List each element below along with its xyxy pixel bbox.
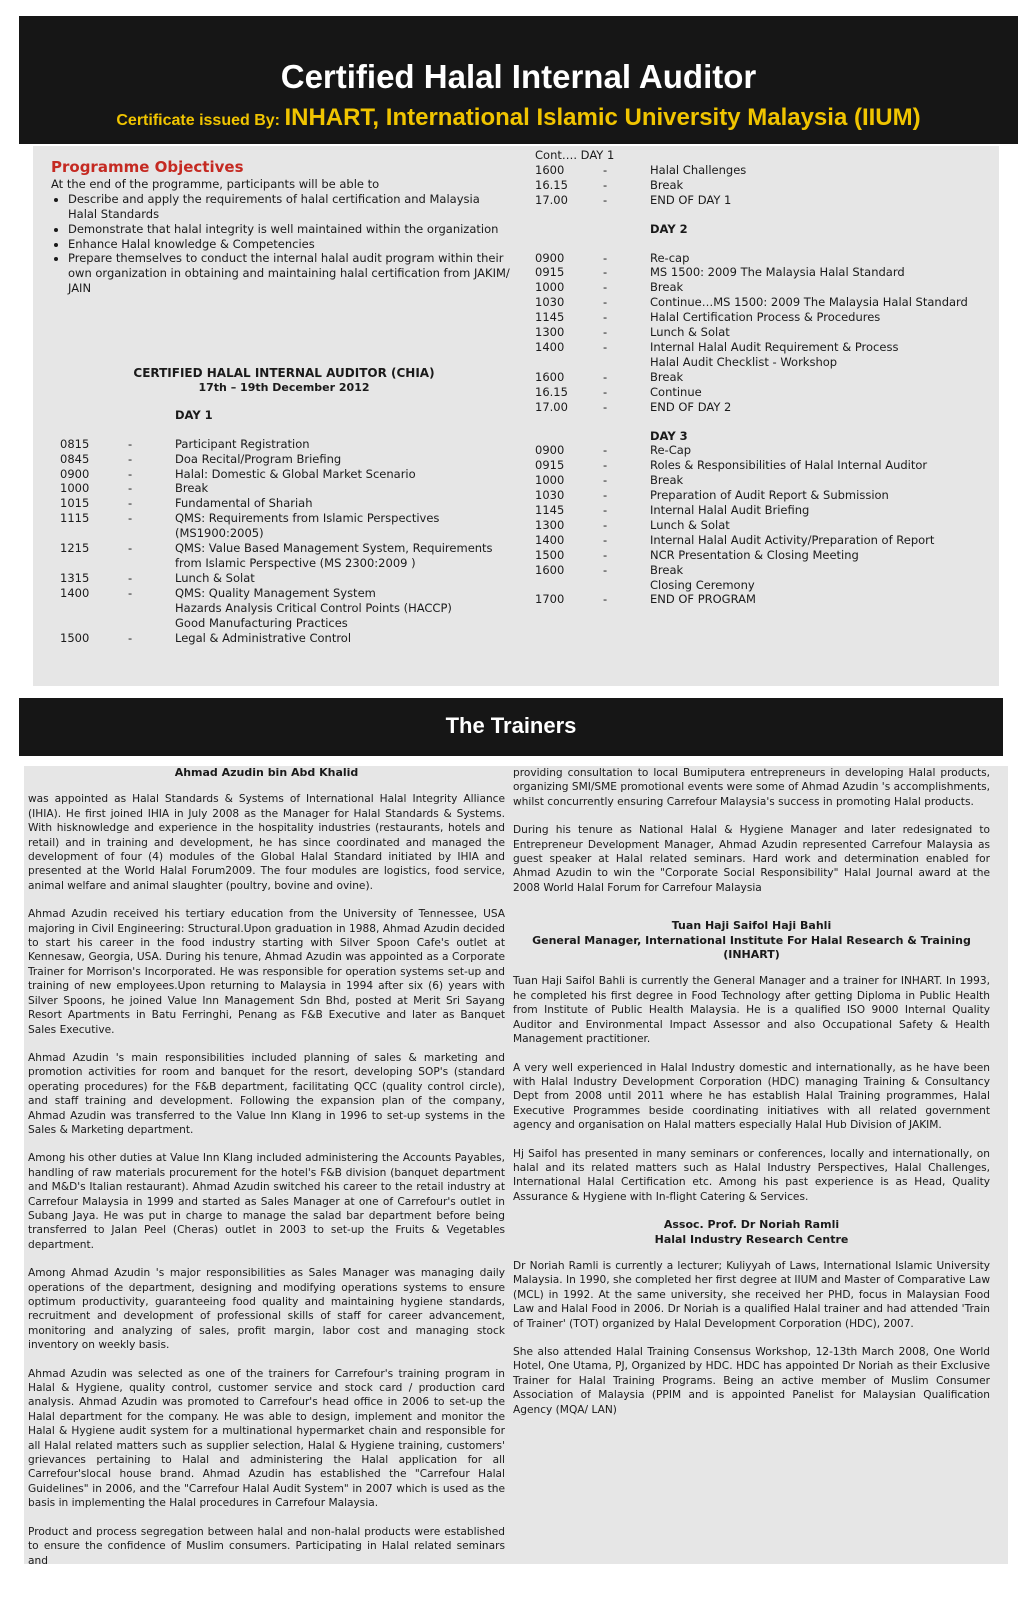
schedule-row: [535, 488, 975, 503]
schedule-row: [60, 496, 508, 511]
schedule-time: 1015: [60, 496, 90, 511]
schedule-dash: [603, 355, 650, 370]
objective-item: • Demonstrate that halal integrity is well maintained within the organization: [68, 222, 511, 237]
schedule-time: 16.15: [535, 177, 568, 192]
schedule-activity: Continue…MS 1500: 2009 The Malaysia Halal Standard: [650, 295, 968, 310]
schedule-activity: Hazards Analysis Critical Control Points (HACCP): [175, 600, 452, 615]
schedule-dash: -: [128, 570, 133, 585]
schedule-dash: -: [603, 443, 608, 458]
schedule-activity: Internal Halal Audit Briefing: [650, 503, 810, 518]
schedule-dash: -: [603, 547, 608, 562]
schedule-dash: [128, 616, 175, 631]
day1-cont-label: Cont…. DAY 1: [535, 148, 615, 162]
trainer2-role: General Manager, International Institute For Halal Research & Training (INHART): [532, 933, 971, 962]
trainer1-paragraph: Ahmad Azudin 's main responsibilities included planning of sales & marketing and promotion activities for room and banquet for the resort, developing SOP's (standard operating procedures) for the F&B department, facilitating QCC (quality control circle), and staff training and development. Following the expansion plan of the company, Ahmad Azudin was transferred to the Value Inn Klang in 1996 to set-up systems in the Sales & Marketing department.: [28, 1051, 505, 1136]
schedule-time: 0915: [535, 458, 565, 473]
schedule-row: [535, 163, 975, 178]
schedule-row: [60, 511, 508, 541]
schedule-dash: -: [128, 496, 133, 511]
trainer3-paragraph: Dr Noriah Ramli is currently a lecturer; Kuliyyah of Laws, International Islamic University Malaysia. In 1990, she completed her first degree at IIUM and Master of Comparative Law (MCL) in 1992. At the same university, she received her PHD, focus in Malaysian Food Law and Halal Food in 2006. Dr Noriah is a qualified Halal trainer and had attended 'Train of Trainer' (TOT) organized by Halal Development Corporation (HDC), 2007.: [513, 1259, 990, 1330]
schedule-row: [535, 325, 975, 340]
schedule-dash: [128, 601, 175, 616]
schedule-time: [535, 578, 603, 593]
trainer2-paragraph: Hj Saifol has presented in many seminars or conferences, locally and internationally, on halal and its related matters such as Halal Industry Perspectives, Halal Challenges, International Halal Certification etc. Among his past experience is as Head, Quality Assurance & Hygiene with In-flight Catering & Services.: [513, 1147, 990, 1203]
schedule-time: [60, 616, 128, 631]
schedule-row: [535, 458, 975, 473]
schedule-row: [535, 340, 975, 355]
schedule-activity: QMS: Quality Management System: [175, 585, 376, 600]
schedule-time: 1315: [60, 570, 90, 585]
schedule-dash: -: [603, 458, 608, 473]
schedule-dash: -: [128, 466, 133, 481]
schedule-activity: Halal: Domestic & Global Market Scenario: [175, 466, 416, 481]
day2-schedule: [535, 251, 975, 415]
schedule-time: [535, 355, 603, 370]
schedule-time: 1600: [535, 162, 565, 177]
schedule-row: [60, 541, 508, 571]
schedule-row: [535, 178, 975, 193]
schedule-row: [535, 400, 975, 415]
schedule-row: [535, 578, 975, 593]
schedule-right: [535, 148, 975, 607]
page-title: Certified Halal Internal Auditor: [280, 58, 757, 95]
schedule-row: [535, 193, 975, 208]
schedule-activity: NCR Presentation & Closing Meeting: [650, 547, 859, 562]
trainer-bio-right: [513, 766, 990, 1431]
schedule-activity: END OF DAY 1: [650, 192, 732, 207]
schedule-row: [60, 616, 508, 631]
schedule-activity: Continue: [650, 384, 702, 399]
objective-item: • Enhance Halal knowledge & Competencies: [68, 237, 511, 252]
schedule-activity: Lunch & Solat: [650, 517, 730, 532]
schedule-activity: Break: [650, 280, 684, 295]
schedule-dash: -: [128, 630, 133, 645]
day3-label: DAY 3: [650, 428, 688, 443]
schedule-activity: Participant Registration: [175, 436, 310, 451]
schedule-row: [535, 310, 975, 325]
schedule-dash: -: [603, 265, 608, 280]
schedule-time: [60, 601, 128, 616]
schedule-dash: -: [603, 517, 608, 532]
trainer1-paragraph: During his tenure as National Halal & Hygiene Manager and later redesignated to Entrepreneur Development Manager, Ahmad Azudin represented Carrefour Malaysia as guest speaker at Halal related seminars. Hard work and determination enabled for Ahmad Azudin to win the "Corporate Social Responsibility" Halal Journal award at the 2008 World Halal Forum for Carrefour Malaysia: [513, 824, 990, 894]
schedule-time: 0845: [60, 451, 90, 466]
title-banner: [19, 16, 1018, 144]
schedule-activity: Preparation of Audit Report & Submission: [650, 488, 889, 503]
schedule-dash: -: [603, 162, 608, 177]
schedule-activity: Lunch & Solat: [175, 570, 255, 585]
schedule-time: 16.15: [535, 384, 568, 399]
schedule-row: [535, 295, 975, 310]
schedule-activity: Fundamental of Shariah: [175, 496, 313, 511]
schedule-time: 0915: [535, 265, 565, 280]
schedule-time: 1030: [535, 488, 565, 503]
schedule-dash: -: [603, 325, 608, 340]
schedule-row: [535, 592, 975, 607]
schedule-left: [60, 366, 508, 645]
schedule-time: 1145: [535, 503, 565, 518]
schedule-dash: -: [603, 503, 608, 518]
day3-schedule: [535, 443, 975, 607]
schedule-activity: Doa Recital/Program Briefing: [175, 451, 342, 466]
objective-item: • Prepare themselves to conduct the internal halal audit program within their own organization in obtaining and maintaining halal certification from JAKIM/ JAIN: [68, 251, 511, 296]
schedule-activity: Roles & Responsibilities of Halal Internal Auditor: [650, 458, 928, 473]
trainer1-paragraph: providing consultation to local Bumiputera entrepreneurs in developing Halal products, organizing SMI/SME promotional events were some of Ahmad Azudin 's accomplishments, whilst concurrently ensuring Carrefour Malaysia's success in promoting Halal products.: [513, 767, 990, 808]
schedule-row: [535, 280, 975, 295]
schedule-activity: Break: [650, 177, 684, 192]
schedule-time: 1000: [535, 473, 565, 488]
schedule-dash: -: [603, 250, 608, 265]
day1-schedule: [60, 437, 508, 646]
schedule-activity: END OF PROGRAM: [650, 592, 756, 607]
objectives-section: [51, 160, 511, 296]
schedule-row: [535, 473, 975, 488]
trainer-bio-left: [28, 766, 505, 1582]
schedule-activity: Re-cap: [650, 250, 690, 265]
schedule-dash: -: [603, 399, 608, 414]
trainer3-name: Assoc. Prof. Dr Noriah Ramli: [663, 1218, 840, 1232]
schedule-activity: Internal Halal Audit Activity/Preparation of Report: [650, 532, 935, 547]
schedule-time: 1000: [60, 481, 90, 496]
objectives-list: [51, 192, 511, 296]
schedule-row: [535, 385, 975, 400]
schedule-dash: -: [603, 562, 608, 577]
schedule-activity: Internal Halal Audit Requirement & Process: [650, 339, 899, 354]
schedule-dash: -: [128, 541, 133, 556]
schedule-activity: Good Manufacturing Practices: [175, 615, 348, 630]
schedule-row: [535, 548, 975, 563]
schedule-activity: Lunch & Solat: [650, 325, 730, 340]
schedule-dash: -: [128, 511, 133, 526]
trainer1-paragraph: was appointed as Halal Standards & Systems of International Halal Integrity Alliance (IHIA). He first joined IHIA in July 2008 as the Manager for Halal Standards & Systems. With hisknowledge and experience in the hospitality industries (restaurants, hotels and retail) and in training and development, he has since coordinated and managed the development of four (4) modules of the Global Halal Standard initiated by IHIA and presented at the World Halal Forum2009. The four modules are logistics, food service, animal welfare and animal slaughter (poultry, bovine and ovine).: [28, 793, 505, 892]
schedule-time: 17.00: [535, 399, 568, 414]
trainer1-paragraph: Ahmad Azudin received his tertiary education from the University of Tennessee, USA majoring in Civil Engineering: Structural.Upon graduation in 1988, Ahmad Azudin decided to start his career in the food industry starting with Silver Spoon Cafe's outlet at Kennesaw, Georgia, USA. During his tenure, Ahmad Azudin was appointed as a Corporate Trainer for Morrison's Incorporated. He was responsible for operation systems set-up and training of new employees.Upon returning to Malaysia in 1994 after six (6) years with Silver Spoons, he joined Value Inn Management Sdn Bhd, posted at Merit Sri Sayang Resort Apartments in Batu Ferringhi, Penang as F&B Executive and later as Banquet Sales Executive.: [28, 908, 505, 1036]
schedule-row: [535, 370, 975, 385]
schedule-activity: Break: [175, 481, 209, 496]
schedule-activity: Break: [650, 369, 684, 384]
schedule-row: [535, 265, 975, 280]
schedule-time: 1400: [60, 585, 90, 600]
trainer1-paragraph: Among Ahmad Azudin 's major responsibilities as Sales Manager was managing daily operations of the department, designing and modifying operations systems to ensure optimum productivity, guaranteeing food quality and maintaining hygiene standards, recruitment and development of professional skills of staff for career advancement, monitoring and analyzing of sales, profit margin, labor cost and managing stock inventory on weekly basis.: [28, 1267, 505, 1352]
trainer3-paragraph: She also attended Halal Training Consensus Workshop, 12-13th March 2008, One World Hotel, One Utama, PJ, Organized by HDC. HDC has appointed Dr Noriah as their Exclusive Trainer for Halal Training Programs. Being an active member of Muslim Consumer Association of Malaysia (PPIM and is appointed Panelist for Malaysian Qualification Agency (MQA/ LAN): [513, 1346, 990, 1416]
schedule-row: [535, 533, 975, 548]
trainers-banner: [19, 698, 1003, 756]
schedule-activity: MS 1500: 2009 The Malaysia Halal Standard: [650, 265, 905, 280]
schedule-time: 1400: [535, 532, 565, 547]
schedule-activity: Closing Ceremony: [650, 577, 755, 592]
schedule-activity: END OF DAY 2: [650, 399, 732, 414]
schedule-time: 0900: [535, 250, 565, 265]
schedule-row: [535, 503, 975, 518]
schedule-dash: -: [128, 481, 133, 496]
schedule-dash: -: [603, 192, 608, 207]
schedule-time: 1600: [535, 562, 565, 577]
schedule-time: 1600: [535, 369, 565, 384]
schedule-activity: Break: [650, 473, 684, 488]
schedule-time: 1700: [535, 592, 565, 607]
schedule-row: [60, 452, 508, 467]
day1-cont-schedule: [535, 163, 975, 208]
trainer1-paragraph: Among his other duties at Value Inn Klang included administering the Accounts Payables, handling of raw materials procurement for the hotel's F&B division (banquet department and M&D's Italian restaurant). Ahmad Azudin switched his career to the retail industry at Carrefour Malaysia in 1999 and started as Sales Manager at one of Carrefour's outlet in Subang Jaya. He was put in charge to manage the salad bar department before being transferred to Jalan Peel (Cheras) outlet in 2003 to set-up the Fruits & Vegetables department.: [28, 1152, 505, 1251]
schedule-dash: -: [603, 280, 608, 295]
schedule-time: 1030: [535, 295, 565, 310]
schedule-time: 0900: [535, 443, 565, 458]
schedule-dash: -: [603, 488, 608, 503]
course-dates: 17th – 19th December 2012: [198, 380, 370, 394]
schedule-dash: -: [128, 436, 133, 451]
schedule-activity: Break: [650, 562, 684, 577]
schedule-row: [60, 571, 508, 586]
schedule-row: [60, 631, 508, 646]
schedule-time: 0815: [60, 436, 90, 451]
schedule-row: [535, 563, 975, 578]
schedule-dash: -: [603, 532, 608, 547]
schedule-time: 1300: [535, 517, 565, 532]
schedule-time: 1400: [535, 339, 565, 354]
schedule-time: 1215: [60, 541, 90, 556]
schedule-dash: [603, 578, 650, 593]
schedule-time: 1115: [60, 511, 90, 526]
schedule-activity: Halal Certification Process & Procedures: [650, 310, 881, 325]
course-title: CERTIFIED HALAL INTERNAL AUDITOR (CHIA): [133, 366, 435, 380]
objectives-intro: At the end of the programme, participants will be able to: [51, 176, 380, 191]
schedule-row: [60, 601, 508, 616]
schedule-activity: QMS: Value Based Management System, Requirements from Islamic Perspective (MS 2300:2009 ): [175, 541, 493, 570]
schedule-time: 0900: [60, 466, 90, 481]
schedule-row: [535, 518, 975, 533]
day1-label: DAY 1: [175, 407, 213, 422]
trainer2-name: Tuan Haji Saifol Haji Bahli: [671, 919, 832, 933]
day2-label: DAY 2: [650, 221, 688, 236]
trainer2-paragraph: Tuan Haji Saifol Bahli is currently the General Manager and a trainer for INHART. In 1993, he completed his first degree in Food Technology after getting Diploma in Public Health from Institute of Public Health Malaysia. He is a qualified ISO 9000 Internal Quality Auditor and Environmental Impact Assessor and also Occupational Safety & Health Management practitioner.: [513, 975, 990, 1046]
schedule-activity: Halal Challenges: [650, 162, 747, 177]
schedule-dash: -: [603, 384, 608, 399]
objective-item: • Describe and apply the requirements of halal certification and Malaysia Halal Standards: [68, 192, 511, 222]
trainer1-paragraph: Product and process segregation between halal and non-halal products were established to ensure the confidence of Muslim consumers. Participating in Halal related seminars and: [28, 1525, 505, 1567]
issued-by-org: INHART, International Islamic University Malaysia (IIUM): [284, 104, 921, 131]
schedule-row: [60, 481, 508, 496]
schedule-time: 1000: [535, 280, 565, 295]
schedule-time: 1145: [535, 310, 565, 325]
trainer2-paragraph: A very well experienced in Halal Industry domestic and internationally, as he have been with Halal Industry Development Corporation (HDC) managing Training & Consultancy Dept from 2008 until 2011 where he has establish Halal Training programmes, Halal Executive Programmes beside coordinating initiatives with all related government agency and organisation on Halal matters especially Halal Hub Division of JAKIM.: [513, 1061, 990, 1132]
schedule-activity: QMS: Requirements from Islamic Perspectives (MS1900:2005): [175, 511, 440, 541]
trainers-title: The Trainers: [445, 713, 577, 738]
issued-by-label: Certificate issued By:: [116, 112, 280, 129]
trainer1-paragraph: Ahmad Azudin was selected as one of the trainers for Carrefour's training program in Halal & Hygiene, quality control, customer service and stock card / production card analysis. Ahmad Azudin was promoted to Carrefour's head office in 2006 to set-up the Halal department for the company. He was able to design, implement and monitor the Halal & Hygiene audit system for a multinational hypermarket chain and responsible for all Halal related matters such as supplier selection, Halal & Hygiene training, customers' grievances pertaining to Halal and administering the Halal application for all Carrefour'slocal house brand. Ahmad Azudin has established the "Carrefour Halal Guidelines" in 2006, and the "Carrefour Halal Audit System" in 2007 which is used as the basis in implementing the Halal procedures in Carrefour Malaysia.: [28, 1367, 505, 1510]
objectives-title: Programme Objectives: [51, 158, 244, 176]
schedule-time: 1300: [535, 325, 565, 340]
schedule-activity: Halal Audit Checklist - Workshop: [650, 354, 838, 369]
schedule-row: [60, 586, 508, 601]
issued-by-line: [19, 104, 1018, 132]
schedule-dash: -: [603, 369, 608, 384]
schedule-row: [535, 355, 975, 370]
schedule-dash: -: [603, 473, 608, 488]
schedule-time: 1500: [60, 630, 90, 645]
schedule-dash: -: [603, 592, 608, 607]
schedule-activity: Re-Cap: [650, 443, 692, 458]
schedule-activity: Legal & Administrative Control: [175, 630, 352, 645]
schedule-time: 1500: [535, 547, 565, 562]
trainer3-role: Halal Industry Research Centre: [654, 1232, 849, 1246]
trainer1-name: Ahmad Azudin bin Abd Khalid: [174, 766, 359, 779]
schedule-dash: -: [128, 585, 133, 600]
schedule-row: [60, 437, 508, 452]
schedule-dash: -: [603, 310, 608, 325]
schedule-row: [535, 443, 975, 458]
schedule-dash: -: [603, 295, 608, 310]
schedule-row: [60, 467, 508, 482]
schedule-dash: -: [603, 177, 608, 192]
schedule-row: [535, 251, 975, 266]
schedule-dash: -: [603, 339, 608, 354]
schedule-dash: -: [128, 451, 133, 466]
schedule-time: 17.00: [535, 192, 568, 207]
